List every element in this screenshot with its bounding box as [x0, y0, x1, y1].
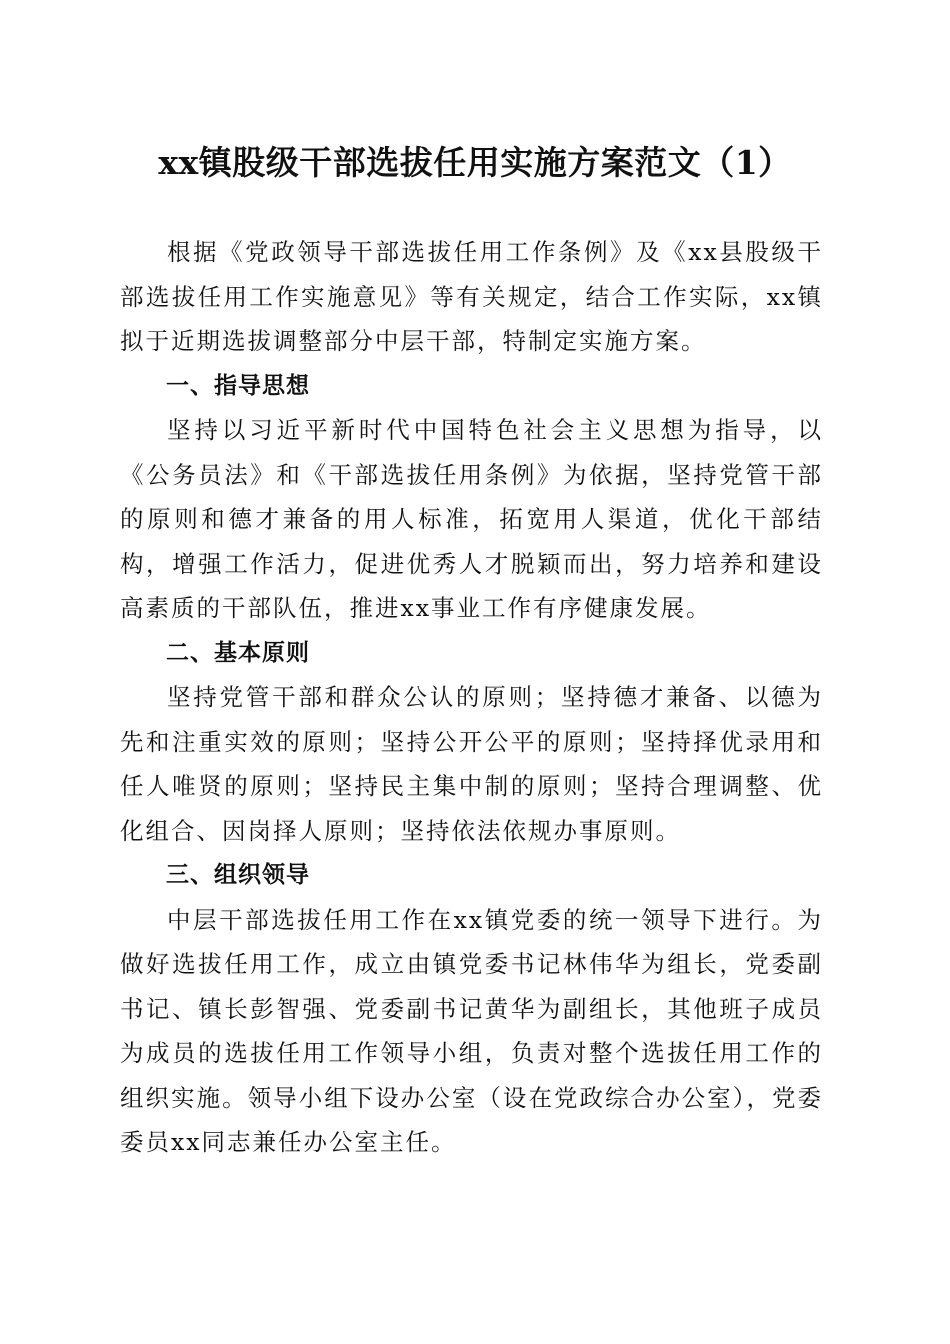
section-paragraph-guiding-ideology: 坚持以习近平新时代中国特色社会主义思想为指导，以《公务员法》和《干部选拔任用条例》为依据，坚持党管干部的原则和德才兼备的用人标准，拓宽用人渠道，优化干部结构，增强工作活力，促进优秀人才脱颖而出，努力培养和建设高素质的干部队伍，推进xx事业工作有序健康发展。 — [120, 416, 823, 622]
section-paragraph-organization-leadership: 中层干部选拔任用工作在xx镇党委的统一领导下进行。为做好选拔任用工作，成立由镇党委书记林伟华为组长，党委副书记、镇长彭智强、党委副书记黄华为副组长，其他班子成员为成员的选拔任用工作领导小组，负责对整个选拔任用工作的组织实施。领导小组下设办公室（设在党政综合办公室），党委委员xx同志兼任办公室主任。 — [120, 905, 823, 1156]
document-title: xx镇股级干部选拔任用实施方案范文（1） — [158, 143, 792, 182]
section-heading-organization-leadership: 三、组织领导 — [166, 862, 310, 888]
section-heading-basic-principles: 二、基本原则 — [166, 639, 310, 666]
section-paragraph-basic-principles: 坚持党管干部和群众公认的原则；坚持德才兼备、以德为先和注重实效的原则；坚持公开公平的原则；坚持择优录用和任人唯贤的原则；坚持民主集中制的原则；坚持合理调整、优化组合、因岗择人原则；坚持依法依规办事原则。 — [120, 683, 823, 845]
section-heading-guiding-ideology: 一、指导思想 — [166, 372, 310, 399]
document-body — [120, 230, 823, 1165]
intro-paragraph: 根据《党政领导干部选拔任用工作条例》及《xx县股级干部选拔任用工作实施意见》等有关规定，结合工作实际，xx镇拟于近期选拔调整部分中层干部，特制定实施方案。 — [120, 238, 823, 355]
